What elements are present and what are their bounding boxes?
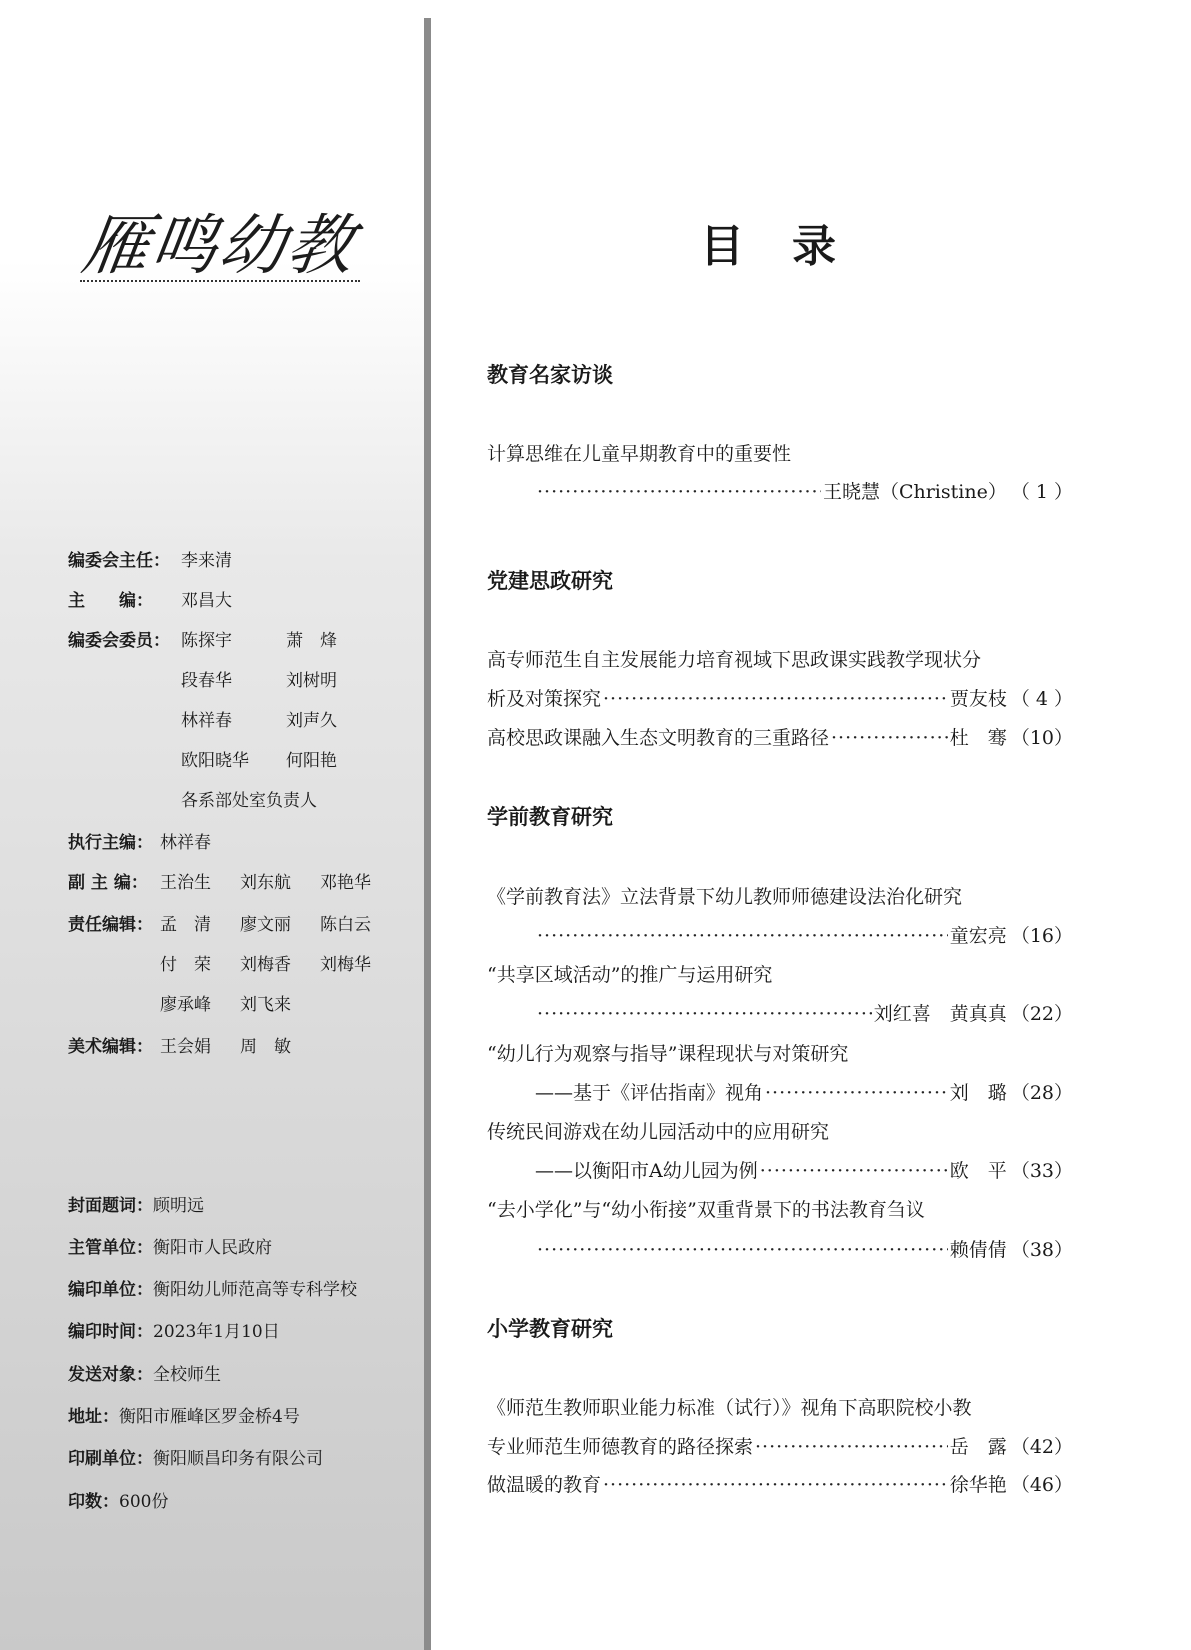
article-title-line: 《学前教育法》立法背景下幼儿教师师德建设法治化研究 (487, 886, 963, 908)
staff-name: 刘声久 (286, 711, 337, 731)
staff-name: 段春华 (181, 671, 232, 691)
vertical-divider (424, 18, 431, 1650)
info-label: 地址： (68, 1407, 119, 1427)
article-author: 刘 璐 (949, 1082, 1007, 1104)
article-title-tail: 做温暖的教育 (487, 1474, 602, 1496)
article-page: （28） (1010, 1082, 1073, 1104)
leader-dots (765, 1078, 948, 1108)
title-dotted-underline (80, 280, 360, 282)
section-heading: 教育名家访谈 (487, 363, 613, 387)
info-value: 600份 (119, 1492, 169, 1512)
article-author: 赖倩倩 (949, 1239, 1007, 1261)
article-author: 童宏亮 (949, 925, 1007, 947)
leader-dots (603, 1470, 948, 1500)
staff-name: 陈探宇 (181, 631, 232, 651)
article-title-tail: 专业师范生师德教育的路径探索 (487, 1436, 754, 1458)
leader-dots (760, 1156, 948, 1186)
article-author: 岳 露 (949, 1436, 1007, 1458)
article-title-tail: 高校思政课融入生态文明教育的三重路径 (487, 727, 830, 749)
article-title-line: “去小学化”与“幼小衔接”双重背景下的书法教育刍议 (487, 1199, 925, 1221)
section-heading: 党建思政研究 (487, 569, 613, 593)
article-page: （ 1 ） (1010, 481, 1073, 503)
staff-label: 副 主 编： (68, 873, 148, 893)
staff-name: 刘梅华 (320, 955, 371, 975)
article-page: （46） (1010, 1474, 1073, 1496)
leader-dots (831, 723, 948, 753)
staff-label: 责任编辑： (68, 915, 153, 935)
article-page: （42） (1010, 1436, 1073, 1458)
info-value: 衡阳市雁峰区罗金桥4号 (119, 1407, 300, 1427)
staff-name: 欧阳晓华 (181, 751, 249, 771)
article-title-tail: ——以衡阳市A幼儿园为例 (535, 1160, 758, 1182)
staff-name: 林祥春 (181, 711, 232, 731)
article-page: （22） (1010, 1003, 1073, 1025)
leader-dots (537, 477, 821, 507)
article-page: （33） (1010, 1160, 1073, 1182)
info-value: 衡阳市人民政府 (153, 1238, 272, 1258)
staff-name: 各系部处室负责人 (181, 791, 317, 811)
staff-name: 李来清 (181, 551, 232, 571)
leader-dots (537, 999, 872, 1029)
staff-name: 刘树明 (286, 671, 337, 691)
info-row (68, 1193, 204, 1219)
leader-dots (603, 684, 948, 714)
staff-name: 陈白云 (320, 915, 371, 935)
info-value: 衡阳顺昌印务有限公司 (153, 1449, 323, 1469)
section-heading: 学前教育研究 (487, 805, 613, 829)
article-title-line: 高专师范生自主发展能力培育视域下思政课实践教学现状分 (487, 649, 982, 671)
info-label: 印刷单位： (68, 1449, 153, 1469)
toc-entry[interactable] (487, 684, 1073, 714)
staff-label: 执行主编： (68, 833, 153, 853)
article-author: 王晓慧（Christine） (822, 481, 1007, 503)
info-value: 2023年1月10日 (153, 1322, 280, 1342)
staff-name: 王会娟 (160, 1037, 211, 1057)
staff-name: 刘东航 (240, 873, 291, 893)
article-title-line: “幼儿行为观察与指导”课程现状与对策研究 (487, 1043, 849, 1065)
toc-entry[interactable] (487, 1432, 1073, 1462)
info-value: 衡阳幼儿师范高等专科学校 (153, 1280, 357, 1300)
staff-name: 刘飞来 (240, 995, 291, 1015)
staff-name: 刘梅香 (240, 955, 291, 975)
staff-label: 美术编辑： (68, 1037, 153, 1057)
info-label: 发送对象： (68, 1365, 153, 1385)
leader-dots (537, 1235, 948, 1265)
staff-name: 付 荣 (160, 955, 211, 975)
journal-calligraphy-title: 雁鸣幼教 (77, 207, 361, 284)
article-title-tail: 析及对策探究 (487, 688, 602, 710)
article-page: （38） (1010, 1239, 1073, 1261)
article-author: 杜 骞 (949, 727, 1007, 749)
info-row (68, 1362, 221, 1388)
info-value: 全校师生 (153, 1365, 221, 1385)
staff-name: 孟 清 (160, 915, 211, 935)
article-title-line: 计算思维在儿童早期教育中的重要性 (487, 443, 792, 465)
article-title-line: 《师范生教师职业能力标准（试行）》视角下高职院校小教 (487, 1397, 972, 1419)
toc-title-char: 录 (792, 221, 836, 272)
info-row (68, 1235, 272, 1261)
toc-entry[interactable] (535, 1156, 1073, 1186)
staff-label: 编委会主任： (68, 551, 170, 571)
article-title-line: 传统民间游戏在幼儿园活动中的应用研究 (487, 1121, 830, 1143)
staff-name: 廖承峰 (160, 995, 211, 1015)
article-author: 贾友枝 (949, 688, 1007, 710)
article-title-line: “共享区域活动”的推广与运用研究 (487, 964, 773, 986)
toc-title (700, 210, 880, 270)
leader-dots (755, 1432, 948, 1462)
info-label: 编印单位： (68, 1280, 153, 1300)
info-label: 印数： (68, 1492, 119, 1512)
article-author: 徐华艳 (949, 1474, 1007, 1496)
article-author: 欧 平 (949, 1160, 1007, 1182)
info-row (68, 1319, 280, 1345)
leader-dots (537, 921, 948, 951)
info-label: 编印时间： (68, 1322, 153, 1342)
toc-entry[interactable] (535, 921, 1073, 951)
toc-entry[interactable] (487, 723, 1073, 753)
toc-entry[interactable] (535, 1235, 1073, 1265)
info-value: 顾明远 (153, 1196, 204, 1216)
article-page: （10） (1010, 727, 1073, 749)
staff-name: 邓艳华 (320, 873, 371, 893)
staff-label: 主 编： (68, 591, 153, 611)
staff-name: 邓昌大 (181, 591, 232, 611)
toc-title-char: 目 (700, 221, 744, 272)
staff-name: 何阳艳 (286, 751, 337, 771)
article-page: （ 4 ） (1010, 688, 1073, 710)
article-author: 刘红喜 黄真真 (873, 1003, 1007, 1025)
info-row (68, 1489, 168, 1515)
info-label: 封面题词： (68, 1196, 153, 1216)
staff-label: 编委会委员： (68, 631, 170, 651)
staff-name: 廖文丽 (240, 915, 291, 935)
staff-name: 林祥春 (160, 833, 211, 853)
staff-name: 萧 烽 (286, 631, 337, 651)
info-label: 主管单位： (68, 1238, 153, 1258)
toc-entry[interactable] (535, 477, 1073, 507)
info-row (68, 1277, 357, 1303)
article-page: （16） (1010, 925, 1073, 947)
toc-entry[interactable] (535, 999, 1073, 1029)
staff-name: 王治生 (160, 873, 211, 893)
info-row (68, 1404, 300, 1430)
toc-entry[interactable] (535, 1078, 1073, 1108)
staff-name: 周 敏 (240, 1037, 291, 1057)
section-heading: 小学教育研究 (487, 1317, 613, 1341)
article-title-tail: ——基于《评估指南》视角 (535, 1082, 764, 1104)
info-row (68, 1446, 323, 1472)
toc-entry[interactable] (487, 1470, 1073, 1500)
